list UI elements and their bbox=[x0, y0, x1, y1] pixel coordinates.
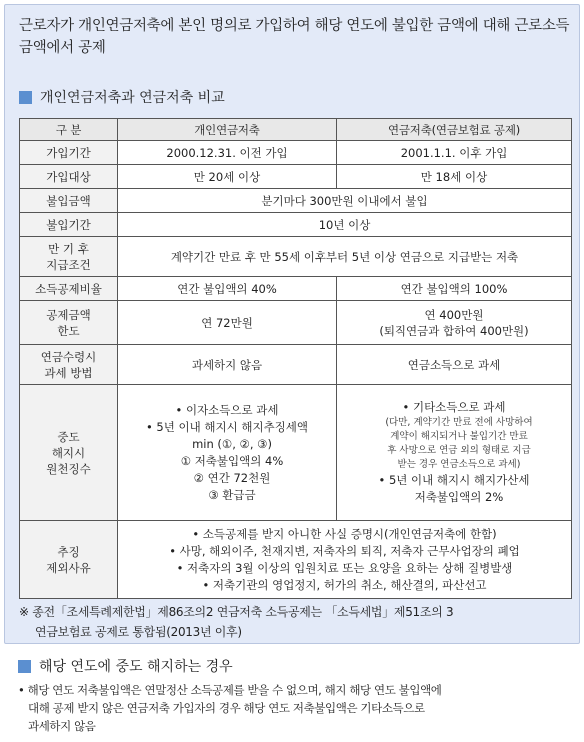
footer-line: 과세하지 않음 bbox=[28, 719, 96, 733]
table-cell bbox=[118, 385, 337, 521]
list-item: • 5년 이내 해지시 해지가산세 bbox=[378, 473, 530, 487]
table-row bbox=[20, 277, 572, 301]
list-item: • 저축기관의 영업정지, 허가의 취소, 해산결의, 파산선고 bbox=[202, 577, 487, 592]
note-line: 계약이 해지되거나 불입기간 만료 bbox=[390, 431, 528, 442]
table-cell: 분기마다 300만원 이내에서 불입 bbox=[118, 189, 572, 213]
footer-line: • 해당 연도 저축불입액은 연말정산 소득공제를 받을 수 없으며, 해지 해당 연도 불입액에 bbox=[18, 683, 442, 697]
footnote bbox=[19, 602, 571, 642]
section-bullet-icon bbox=[19, 91, 32, 104]
section-title: 해당 연도에 중도 해지하는 경우 bbox=[39, 659, 233, 675]
table-row bbox=[20, 189, 572, 213]
row-label-line: 공제금액 bbox=[46, 307, 91, 322]
footnote-line: ※ 종전「조세특례제한법」제86조의2 연금저축 소득공제는 「소득세법」제51조의 3 bbox=[19, 605, 454, 619]
table-cell bbox=[337, 301, 572, 345]
section-heading-early-termination bbox=[18, 656, 233, 676]
list-item: ① 저축불입액의 4% bbox=[180, 453, 284, 468]
row-label bbox=[20, 521, 118, 599]
row-label-line: 원천징수 bbox=[46, 461, 91, 476]
row-label-line: 해지시 bbox=[51, 445, 86, 460]
table-cell: 만 18세 이상 bbox=[337, 165, 572, 189]
row-label-line: 지급조건 bbox=[46, 257, 91, 272]
table-cell: 연 72만원 bbox=[118, 301, 337, 345]
table-row bbox=[20, 213, 572, 237]
footer-text bbox=[18, 681, 574, 735]
list-item: • 기타소득으로 과세 bbox=[402, 400, 506, 414]
header-cell: 개인연금저축 bbox=[118, 119, 337, 141]
list-item: 저축불입액의 2% bbox=[414, 490, 504, 504]
table-row bbox=[20, 237, 572, 277]
table-header-row bbox=[20, 119, 572, 141]
list-item: • 이자소득으로 과세 bbox=[175, 402, 279, 417]
header-cell: 구 분 bbox=[20, 119, 118, 141]
table-row bbox=[20, 345, 572, 385]
table-row bbox=[20, 301, 572, 345]
footnote-line: 연금보험료 공제로 통합됨(2013년 이후) bbox=[35, 625, 242, 639]
table-row bbox=[20, 141, 572, 165]
table-cell: 연간 불입액의 100% bbox=[337, 277, 572, 301]
list-item: • 5년 이내 해지시 해지추징세액 bbox=[145, 419, 309, 434]
table-row bbox=[20, 521, 572, 599]
row-label-line: 제외사유 bbox=[46, 560, 91, 575]
list-item: • 사망, 해외이주, 천재지변, 저축자의 퇴직, 저축자 근무사업장의 폐업 bbox=[169, 543, 520, 558]
section-heading-comparison bbox=[19, 87, 225, 107]
list-item: min (①, ②, ③) bbox=[192, 436, 272, 451]
row-label: 불입금액 bbox=[20, 189, 118, 213]
table-cell bbox=[337, 385, 572, 521]
row-label-line: 중도 bbox=[57, 429, 80, 444]
section-bullet-icon bbox=[18, 660, 31, 673]
footer-line: 대해 공제 받지 않은 연금저축 가입자의 경우 해당 연도 저축불입액은 기타소득으로 bbox=[28, 701, 425, 715]
table-row bbox=[20, 385, 572, 521]
table-cell: 2001.1.1. 이후 가입 bbox=[337, 141, 572, 165]
list-item: • 소득공제를 받지 아니한 사실 증명시(개인연금저축에 한함) bbox=[192, 526, 497, 541]
row-label: 가입기간 bbox=[20, 141, 118, 165]
row-label-line: 과세 방법 bbox=[44, 365, 93, 380]
summary-panel bbox=[4, 4, 580, 644]
row-label: 불입기간 bbox=[20, 213, 118, 237]
table-row bbox=[20, 165, 572, 189]
comparison-table bbox=[19, 118, 572, 599]
table-cell bbox=[118, 521, 572, 599]
row-label-line: 추징 bbox=[57, 544, 80, 559]
table-cell: 연간 불입액의 40% bbox=[118, 277, 337, 301]
header-cell: 연금저축(연금보험료 공제) bbox=[337, 119, 572, 141]
cell-line: (퇴직연금과 합하여 400만원) bbox=[379, 323, 529, 338]
table-cell: 2000.12.31. 이전 가입 bbox=[118, 141, 337, 165]
intro-text: 근로자가 개인연금저축에 본인 명의로 가입하여 해당 연도에 불입한 금액에 대해 근로소득금액에서 공제 bbox=[19, 18, 570, 56]
row-label-line: 만 기 후 bbox=[48, 241, 89, 256]
table-cell: 계약기간 만료 후 만 55세 이후부터 5년 이상 연금으로 지급받는 저축 bbox=[118, 237, 572, 277]
table-cell: 만 20세 이상 bbox=[118, 165, 337, 189]
row-label bbox=[20, 345, 118, 385]
list-item: ③ 환급금 bbox=[208, 487, 256, 502]
row-label: 소득공제비율 bbox=[20, 277, 118, 301]
note-line: 후 사망으로 연금 외의 형태로 지급 bbox=[387, 445, 531, 456]
row-label bbox=[20, 301, 118, 345]
row-label: 가입대상 bbox=[20, 165, 118, 189]
row-label bbox=[20, 237, 118, 277]
table-cell: 10년 이상 bbox=[118, 213, 572, 237]
row-label bbox=[20, 385, 118, 521]
table-cell: 과세하지 않음 bbox=[118, 345, 337, 385]
list-item: • 저축자의 3월 이상의 입원치료 또는 요양을 요하는 상해 질병발생 bbox=[176, 560, 513, 575]
cell-line: 연 400만원 bbox=[424, 307, 484, 322]
section-title: 개인연금저축과 연금저축 비교 bbox=[40, 90, 225, 106]
row-label-line: 한도 bbox=[57, 323, 80, 338]
note-line: (다만, 계약기간 만료 전에 사망하여 bbox=[385, 417, 533, 428]
table-cell: 연금소득으로 과세 bbox=[337, 345, 572, 385]
row-label-line: 연금수령시 bbox=[40, 349, 97, 364]
list-item: ② 연간 72천원 bbox=[193, 470, 271, 485]
note-line: 받는 경우 연금소득으로 과세) bbox=[397, 459, 521, 470]
